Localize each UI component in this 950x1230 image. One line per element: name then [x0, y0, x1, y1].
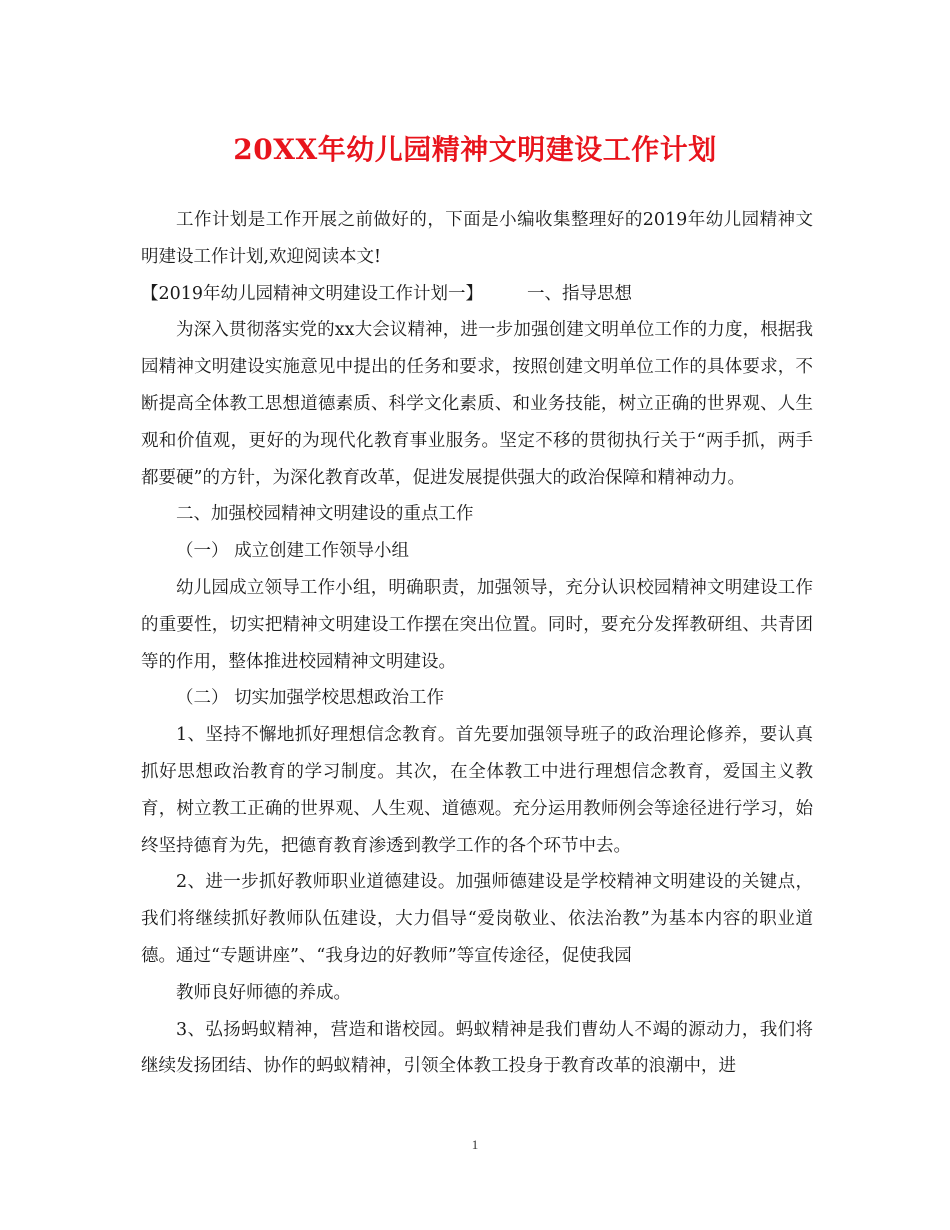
intro-paragraph: 工作计划是工作开展之前做好的，下面是小编收集整理好的2019年幼儿园精神文明建设工作计划,欢迎阅读本文! [141, 210, 813, 267]
subheading-political-work: （二） 切实加强学校思想政治工作 [176, 688, 445, 709]
item-3-paragraph: 3、弘扬蚂蚁精神，营造和谐校园。蚂蚁精神是我们曹幼人不竭的源动力，我们将继续发扬团结、协作的蚂蚁精神，引领全体教工投身于教育改革的浪潮中，进 [141, 1019, 813, 1077]
section-heading-key-work: 二、加强校园精神文明建设的重点工作 [176, 504, 474, 525]
subheading-leadership-group: （一） 成立创建工作领导小组 [176, 541, 410, 562]
guiding-thought-paragraph: 为深入贯彻落实党的xx大会议精神，进一步加强创建文明单位工作的力度，根据我园精神文明建设实施意见中提出的任务和要求，按照创建文明单位工作的具体要求，不断提高全体教工思想道德素质、科学文化素质、和业务技能，树立正确的世界观、人生观和价值观，更好的为现代化教育事业服务。坚定不移的贯彻执行关于“两手抓，两手都要硬”的方针，为深化教育改革，促进发展提供强大的政治保障和精神动力。 [141, 320, 813, 488]
document-title: 20XX年幼儿园精神文明建设工作计划 [233, 133, 717, 166]
item-1-paragraph: 1、坚持不懈地抓好理想信念教育。首先要加强领导班子的政治理论修养，要认真抓好思想政治教育的学习制度。其次，在全体教工中进行理想信念教育，爱国主义教育，树立教工正确的世界观、人生观、道德观。充分运用教师例会等途径进行学习，始终坚持德育为先，把德育教育渗透到教学工作的各个环节中去。 [141, 725, 813, 856]
section-heading-guiding-thought: 一、指导思想 [527, 283, 633, 304]
item-2-continuation: 教师良好师德的养成。 [176, 982, 351, 1003]
page-number: 1 [471, 1137, 479, 1152]
item-2-paragraph: 2、进一步抓好教师职业道德建设。加强师德建设是学校精神文明建设的关键点，我们将继续抓好教师队伍建设，大力倡导“爱岗敬业、依法治教”为基本内容的职业道德。通过“专题讲座”、“我身边的好教师”等宣传途径，促使我园 [141, 872, 813, 966]
leadership-group-paragraph: 幼儿园成立领导工作小组，明确职责，加强领导，充分认识校园精神文明建设工作的重要性，切实把精神文明建设工作摆在突出位置。同时，要充分发挥教研组、共青团等的作用，整体推进校园精神文明建设。 [141, 577, 813, 672]
plan-heading-line [141, 276, 813, 313]
plan-heading: 【2019年幼儿园精神文明建设工作计划一】 [141, 283, 484, 304]
document-body [141, 202, 813, 1085]
